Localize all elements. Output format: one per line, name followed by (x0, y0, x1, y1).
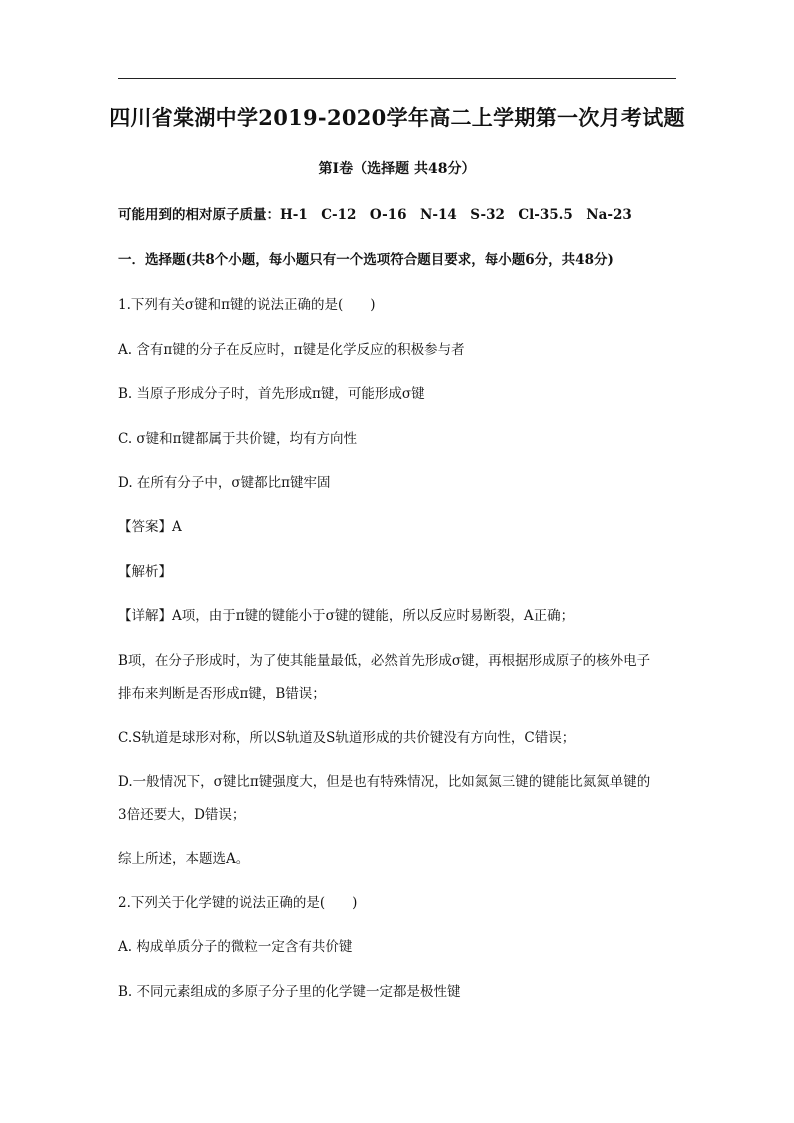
question-1-detail-a: 【详解】A项，由于π键的键能小于σ键的键能，所以反应时易断裂，A正确； (118, 608, 575, 624)
header-rule (118, 78, 676, 79)
atomic-masses: 可能用到的相对原子质量：H-1 C-12 O-16 N-14 S-32 Cl-35.5 Na-23 (118, 207, 632, 223)
question-2-option-b: B. 不同元素组成的多原子分子里的化学键一定都是极性键 (118, 984, 461, 1000)
question-1-detail-b-line2: 排布来判断是否形成π键，B错误； (118, 686, 326, 702)
question-1-summary: 综上所述，本题选A。 (118, 851, 250, 867)
question-1-detail-c: C.S轨道是球形对称，所以S轨道及S轨道形成的共价键没有方向性，C错误； (118, 730, 576, 746)
question-1-detail-d-line1: D.一般情况下，σ键比π键强度大，但是也有特殊情况，比如氮氮三键的键能比氮氮单键的 (118, 774, 651, 790)
question-1-option-a: A. 含有π键的分子在反应时，π键是化学反应的积极参与者 (118, 342, 465, 358)
section-heading: 一．选择题(共8个小题，每小题只有一个选项符合题目要求，每小题6分，共48分) (118, 252, 614, 268)
question-1-option-b: B. 当原子形成分子时，首先形成π键，可能形成σ键 (118, 386, 425, 402)
question-2-option-a: A. 构成单质分子的微粒一定含有共价键 (118, 939, 353, 955)
question-1-stem: 1.下列有关σ键和π键的说法正确的是( ) (118, 297, 376, 313)
page-title: 四川省棠湖中学2019-2020学年高二上学期第一次月考试题 (109, 105, 685, 130)
question-1-detail-b-line1: B项，在分子形成时，为了使其能量最低，必然首先形成σ键，再根据形成原子的核外电子 (118, 653, 651, 669)
section-subtitle: 第Ⅰ卷（选择题 共48分） (318, 161, 476, 177)
question-1-analysis-label: 【解析】 (118, 564, 172, 580)
question-1-answer: 【答案】A (118, 519, 182, 535)
question-2-stem: 2.下列关于化学键的说法正确的是( ) (118, 895, 358, 911)
question-1-option-c: C. σ键和π键都属于共价键，均有方向性 (118, 431, 358, 447)
question-1-detail-d-line2: 3倍还要大，D错误； (118, 807, 246, 823)
question-1-option-d: D. 在所有分子中，σ键都比π键牢固 (118, 475, 331, 491)
